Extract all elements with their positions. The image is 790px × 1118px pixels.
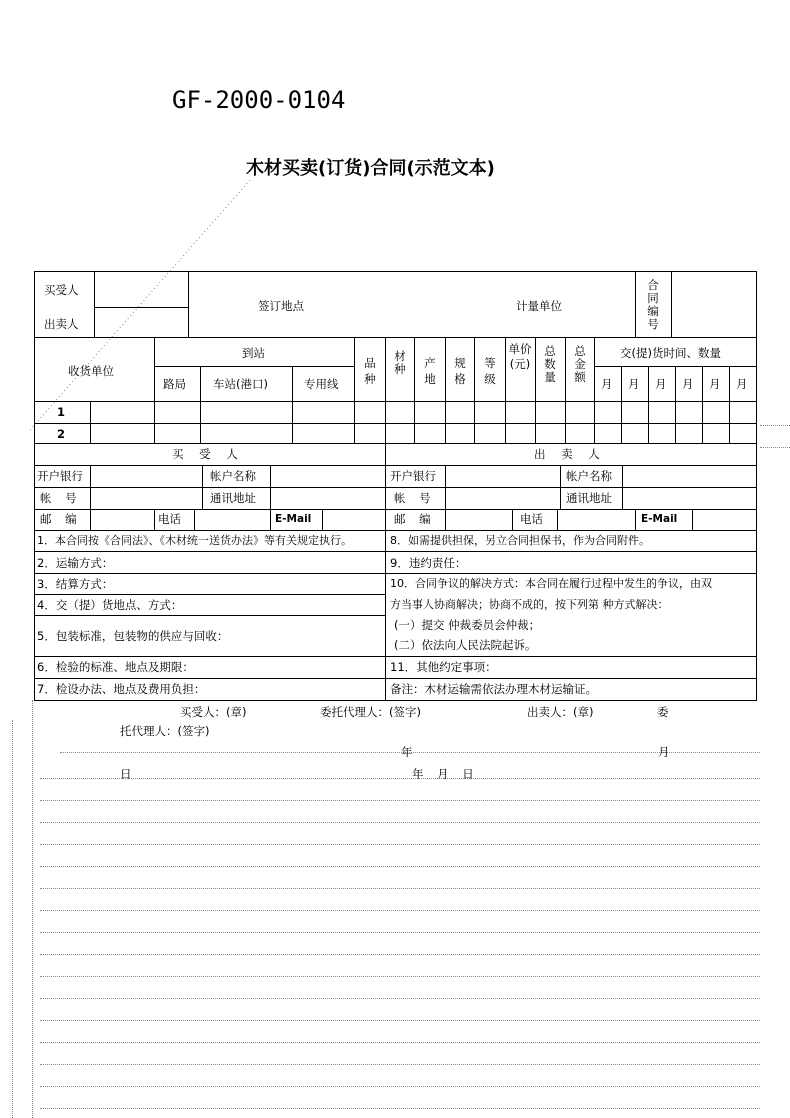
spec-label: 规格 xyxy=(454,356,466,386)
bank-label: 开户银行 xyxy=(37,469,83,483)
bank-label: 开户银行 xyxy=(390,469,436,483)
receiver-label: 收货单位 xyxy=(68,364,114,378)
clause-6: 6．检验的标准、地点及期限： xyxy=(37,660,194,674)
line-label: 专用线 xyxy=(304,377,339,391)
clause-7: 7．检设办法、地点及费用负担： xyxy=(37,682,206,696)
month-label: 月 xyxy=(682,377,694,391)
origin-label: 产地 xyxy=(424,356,436,386)
clause-2: 2．运输方式： xyxy=(37,556,114,570)
total-qty-label: 总数量 xyxy=(544,344,556,384)
row-number: 1 xyxy=(57,405,66,419)
account-name-label: 帐户名称 xyxy=(566,469,612,483)
clause-9: 9．违约责任： xyxy=(390,556,467,570)
row-number: 2 xyxy=(57,427,66,441)
clause-3: 3．结算方式： xyxy=(37,577,114,591)
material-label: 材种 xyxy=(394,349,406,376)
account-label: 帐 号 xyxy=(40,491,82,505)
month-label: 月 xyxy=(709,377,721,391)
page-title: 木材买卖(订货)合同(示范文本) xyxy=(246,158,495,179)
month-label: 月 xyxy=(655,377,667,391)
grade-label: 等级 xyxy=(484,356,496,386)
month-label: 月 xyxy=(736,377,748,391)
seller-section-title: 出 卖 人 xyxy=(534,447,606,461)
seller-label: 出卖人 xyxy=(44,317,79,331)
email-label: E-Mail xyxy=(641,513,678,525)
total-amt-label: 总金额 xyxy=(574,344,586,384)
clause-10-court: (二）依法向人民法院起诉。 xyxy=(394,638,537,652)
month-label: 月 xyxy=(658,745,670,759)
year-label: 年 xyxy=(401,745,413,759)
contract-no-label: 合同编号 xyxy=(647,278,659,331)
variety-label: 品种 xyxy=(364,356,376,386)
seller-date: 年 月 日 xyxy=(412,767,474,781)
price-label: 单价(元) xyxy=(508,342,532,371)
port-label: 车站(港口) xyxy=(213,377,268,391)
station-label: 到站 xyxy=(242,346,265,360)
address-label: 通讯地址 xyxy=(566,491,612,505)
seller-seal: 出卖人：(章) xyxy=(527,705,594,719)
month-label: 月 xyxy=(628,377,640,391)
bureau-label: 路局 xyxy=(163,377,186,391)
postcode-label: 邮 编 xyxy=(40,512,82,526)
account-name-label: 帐户名称 xyxy=(210,469,256,483)
seller-agent-prefix: 委 xyxy=(657,705,669,719)
buyer-seal: 买受人：(章) xyxy=(180,705,247,719)
clause-11: 11．其他约定事项： xyxy=(390,660,497,674)
seller-agent-signature: 托代理人：(签字) xyxy=(120,724,210,738)
postcode-label: 邮 编 xyxy=(394,512,436,526)
sign-place-label: 签订地点 xyxy=(258,299,304,313)
buyer-agent-signature: 委托代理人：(签字) xyxy=(320,705,421,719)
email-label: E-Mail xyxy=(275,513,312,525)
clause-5: 5．包装标准，包装物的供应与回收： xyxy=(37,629,229,643)
day-label: 日 xyxy=(120,767,132,781)
delivery-label: 交(提)货时间、数量 xyxy=(620,346,721,360)
clause-10-arbitration: (一）提交 仲裁委员会仲裁； xyxy=(394,618,541,632)
note: 备注：木材运输需依法办理木材运输证。 xyxy=(390,682,597,696)
unit-label: 计量单位 xyxy=(516,299,562,313)
clause-8: 8．如需提供担保，另立合同担保书，作为合同附件。 xyxy=(390,534,650,547)
account-label: 帐 号 xyxy=(394,491,436,505)
month-label: 月 xyxy=(601,377,613,391)
phone-label: 电话 xyxy=(158,512,181,526)
form-code: GF-2000-0104 xyxy=(172,86,346,114)
clause-10: 10．合同争议的解决方式：本合同在履行过程中发生的争议，由双 xyxy=(390,577,712,590)
address-label: 通讯地址 xyxy=(210,491,256,505)
phone-label: 电话 xyxy=(520,512,543,526)
buyer-section-title: 买 受 人 xyxy=(172,447,244,461)
buyer-label: 买受人 xyxy=(44,283,79,297)
clause-4: 4．交（提）货地点、方式： xyxy=(37,598,183,612)
clause-10-options: 方当事人协商解决；协商不成的，按下列第 种方式解决： xyxy=(390,598,669,611)
clause-1: 1．本合同按《合同法》、《木材统一送货办法》等有关规定执行。 xyxy=(37,534,352,547)
